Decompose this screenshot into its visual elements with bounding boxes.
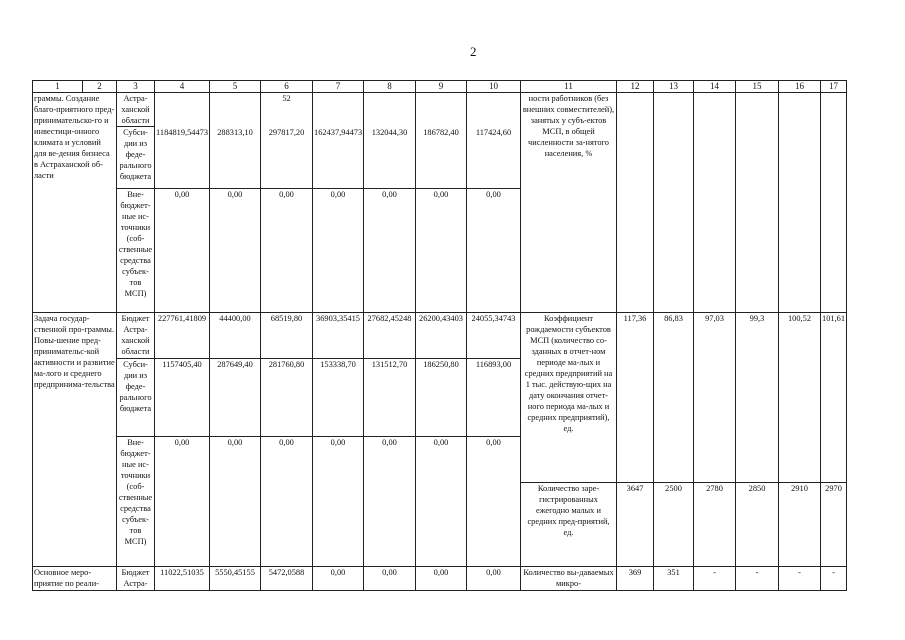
value-cell: 26200,43403 xyxy=(416,313,467,359)
value-cell: 131512,70 xyxy=(364,359,416,437)
value-cell: 0,00 xyxy=(467,567,521,591)
source-cell: Бюджет Астра- xyxy=(117,567,155,591)
indicator-value: 101,61 xyxy=(821,313,847,483)
value-cell: 117424,60 xyxy=(467,127,521,189)
indicator-value: 2910 xyxy=(779,483,821,567)
value-cell: 0,00 xyxy=(210,189,261,313)
indicator-value: 97,03 xyxy=(694,313,736,483)
indicator-value: 86,83 xyxy=(654,313,694,483)
value-cell: 281760,80 xyxy=(261,359,313,437)
value-cell: 0,00 xyxy=(313,567,364,591)
value-cell: 0,00 xyxy=(313,189,364,313)
value-cell: 227761,41809 xyxy=(155,313,210,359)
header-cell: 12 xyxy=(617,81,654,93)
table-row xyxy=(33,93,847,127)
source-cell: Бюджет Астра-ханской области xyxy=(117,313,155,359)
header-cell: 17 xyxy=(821,81,847,93)
value-cell: 5472,0588 xyxy=(261,567,313,591)
indicator-value: 2780 xyxy=(694,483,736,567)
indicator-value: 3647 xyxy=(617,483,654,567)
source-cell: Субси-дии из феде-рального бюджета xyxy=(117,127,155,189)
header-cell: 16 xyxy=(779,81,821,93)
indicator-value: - xyxy=(694,567,736,591)
value-cell: 44400,00 xyxy=(210,313,261,359)
header-cell: 7 xyxy=(313,81,364,93)
value-cell: 0,00 xyxy=(155,437,210,567)
value-cell: 0,00 xyxy=(261,437,313,567)
source-cell: Вне-бюджет-ные ис-точники (соб-ственные средства субъек-тов МСП) xyxy=(117,189,155,313)
value-cell: 27682,45248 xyxy=(364,313,416,359)
value-cell: 162437,94473 xyxy=(313,127,364,189)
value-cell: 52 xyxy=(261,93,313,127)
value-cell: 1157405,40 xyxy=(155,359,210,437)
value-cell: 0,00 xyxy=(313,437,364,567)
value-cell: 116893,00 xyxy=(467,359,521,437)
task-cell: граммы. Создание благо-приятного пред-принимательско-го и инвестици-онного климата и условий для ве-дения бизнеса в Астраханской об-ласти xyxy=(33,93,117,313)
indicator-value: 117,36 xyxy=(617,313,654,483)
task-cell: Задача государ-ственной про-граммы. Повы-шение пред-принимательс-кой активности и развитие ма-лого и среднего предпринима-тельства xyxy=(33,313,117,567)
task-cell: Основное меро-приятие по реали- xyxy=(33,567,117,591)
indicator-cell: ности работников (без внешних совместителей), занятых у субъ-ектов МСП, в общей численности за-нятого населения, % xyxy=(521,93,617,313)
indicator-value: - xyxy=(736,567,779,591)
header-cell: 10 xyxy=(467,81,521,93)
value-cell: 11022,51035 xyxy=(155,567,210,591)
value-cell: 0,00 xyxy=(210,437,261,567)
value-cell: 153338,70 xyxy=(313,359,364,437)
indicator-value: - xyxy=(821,567,847,591)
header-row xyxy=(33,81,847,93)
header-cell: 3 xyxy=(117,81,155,93)
value-cell: 68519,80 xyxy=(261,313,313,359)
value-cell: 36903,35415 xyxy=(313,313,364,359)
value-cell: 186782,40 xyxy=(416,127,467,189)
table-row xyxy=(33,567,847,591)
indicator-value: 2850 xyxy=(736,483,779,567)
header-cell: 5 xyxy=(210,81,261,93)
value-cell: 0,00 xyxy=(416,567,467,591)
value-cell: 0,00 xyxy=(364,189,416,313)
indicator-value: 2970 xyxy=(821,483,847,567)
header-cell: 4 xyxy=(155,81,210,93)
value-cell: 24055,34743 xyxy=(467,313,521,359)
indicator-value: 100,52 xyxy=(779,313,821,483)
value-cell: 186250,80 xyxy=(416,359,467,437)
indicator-cell: Коэффициент рождаемости субъектов МСП (количество со-зданных в отчет-ном периоде ма-лых и средних предприятий на 1 тыс. действую-щих на дату окончания отчет-ного периода ма-лых и средних предприятий), ед. xyxy=(521,313,617,483)
value-cell: 0,00 xyxy=(416,437,467,567)
value-cell: 0,00 xyxy=(364,567,416,591)
program-table xyxy=(32,80,847,591)
value-cell: 0,00 xyxy=(467,437,521,567)
indicator-value: 351 xyxy=(654,567,694,591)
header-cell: 8 xyxy=(364,81,416,93)
indicator-value: 99,3 xyxy=(736,313,779,483)
header-cell: 2 xyxy=(83,81,117,93)
value-cell: 297817,20 xyxy=(261,127,313,189)
source-cell: Вне-бюджет-ные ис-точники (соб-ственные средства субъек-тов МСП) xyxy=(117,437,155,567)
indicator-cell: Количество заре-гистрированных ежегодно малых и средних пред-приятий, ед. xyxy=(521,483,617,567)
value-cell: 5550,45155 xyxy=(210,567,261,591)
indicator-value: - xyxy=(779,567,821,591)
source-cell: Субси-дии из феде-рального бюджета xyxy=(117,359,155,437)
value-cell: 287649,40 xyxy=(210,359,261,437)
table-row xyxy=(33,313,847,359)
page-number: 2 xyxy=(470,44,477,59)
indicator-value: 2500 xyxy=(654,483,694,567)
value-cell: 0,00 xyxy=(261,189,313,313)
header-cell: 15 xyxy=(736,81,779,93)
header-cell: 14 xyxy=(694,81,736,93)
header-cell: 6 xyxy=(261,81,313,93)
source-cell: Астра-ханской области xyxy=(117,93,155,127)
header-cell: 9 xyxy=(416,81,467,93)
value-cell: 288313,10 xyxy=(210,127,261,189)
header-cell: 11 xyxy=(521,81,617,93)
value-cell: 0,00 xyxy=(364,437,416,567)
value-cell: 1184819,54473 xyxy=(155,127,210,189)
indicator-cell: Количество вы-даваемых микро- xyxy=(521,567,617,591)
value-cell: 0,00 xyxy=(155,189,210,313)
indicator-value: 369 xyxy=(617,567,654,591)
header-cell: 13 xyxy=(654,81,694,93)
header-cell: 1 xyxy=(33,81,83,93)
value-cell: 0,00 xyxy=(467,189,521,313)
value-cell: 132044,30 xyxy=(364,127,416,189)
value-cell: 0,00 xyxy=(416,189,467,313)
